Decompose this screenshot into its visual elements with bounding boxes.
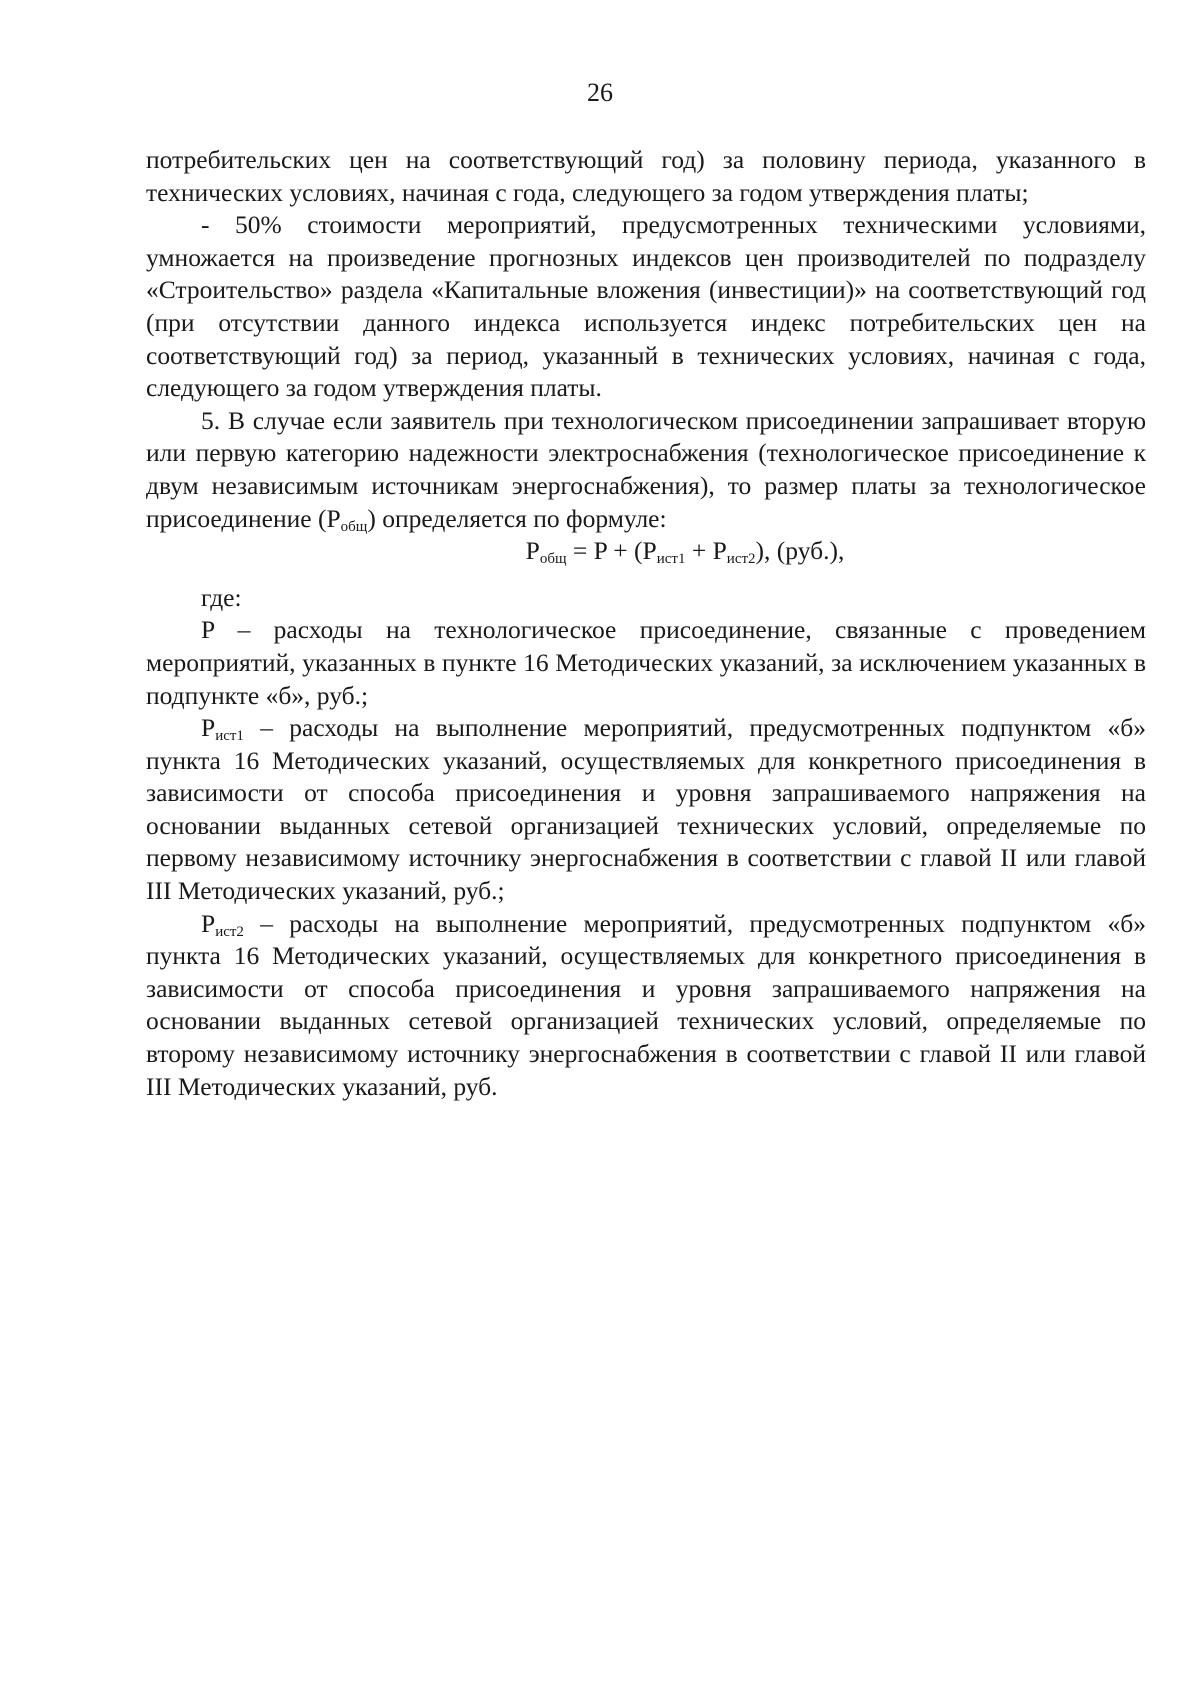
definition-p-ist2-symbol: P [201, 908, 216, 938]
definition-p-ist1-symbol: P [201, 713, 216, 743]
definition-p-ist2-text: – расходы на выполнение мероприятий, предусмотренных подпунктом «б» пункта 16 Методических указаний, осуществляемых для конкретного присоединения в зависимости от способа присоединения и уровня запрашиваемого напряжения на основании выданных сетевой организацией технических условий, определяемые по второму независимому источнику энергоснабжения в соответствии с главой II или главой III Методических указаний, руб. [146, 908, 1146, 1101]
page-number: 26 [587, 78, 613, 107]
formula-middle: = P + (P [566, 536, 657, 566]
formula-subscript-2: ист2 [726, 551, 756, 568]
definition-p-ist2-subscript: ист2 [215, 923, 244, 940]
paragraph-continuation: потребительских цен на соответствующий год) за половину периода, указанного в технических условиях, начиная с года, следующего за годом утверждения платы; [146, 145, 1146, 207]
formula-subscript-1: ист1 [656, 551, 686, 568]
document-body [146, 144, 1146, 1103]
formula-tail: ), (руб.), [755, 536, 845, 566]
item-5-text: 5. В случае если заявитель при технологическом присоединении запрашивает вторую или первую категорию надежности электроснабжения (технологическое присоединение к двум независимым источникам энергоснабжения), то размер платы за технологическое присоединение (P [146, 405, 1146, 533]
formula [146, 535, 1146, 568]
where-label: где: [201, 582, 242, 612]
paragraph-fifty-percent: - 50% стоимости мероприятий, предусмотренных техническими условиями, умножается на произведение прогнозных индексов цен производителей по подразделу «Строительство» раздела «Капитальные вложения (инвестиции)» на соответствующий год (при отсутствии данного индекса используется индекс потребительских цен на соответствующий год) за период, указанный в технических условиях, начиная с года, следующего за годом утверждения платы. [146, 210, 1146, 403]
definition-p-ist1-text: – расходы на выполнение мероприятий, предусмотренных подпунктом «б» пункта 16 Методических указаний, осуществляемых для конкретного присоединения в зависимости от способа присоединения и уровня запрашиваемого напряжения на основании выданных сетевой организацией технических условий, определяемые по первому независимому источнику энергоснабжения в соответствии с главой II или главой III Методических указаний, руб.; [146, 713, 1146, 906]
item-5-subscript: общ [340, 518, 368, 535]
definition-p-ist2 [146, 908, 1146, 1104]
paragraph-item-5 [146, 405, 1146, 535]
definition-p-ist1 [146, 712, 1146, 908]
formula-lhs-subscript: общ [539, 551, 567, 568]
formula-plus: + P [685, 536, 727, 566]
definition-p-ist1-subscript: ист1 [215, 728, 244, 745]
item-5-text-end: ) определяется по формуле: [367, 503, 667, 533]
definition-p: P – расходы на технологическое присоединение, связанные с проведением мероприятий, указанных в пункте 16 Методических указаний, за исключением указанных в подпункте «б», руб.; [146, 615, 1146, 710]
formula-lhs: P [525, 536, 540, 566]
